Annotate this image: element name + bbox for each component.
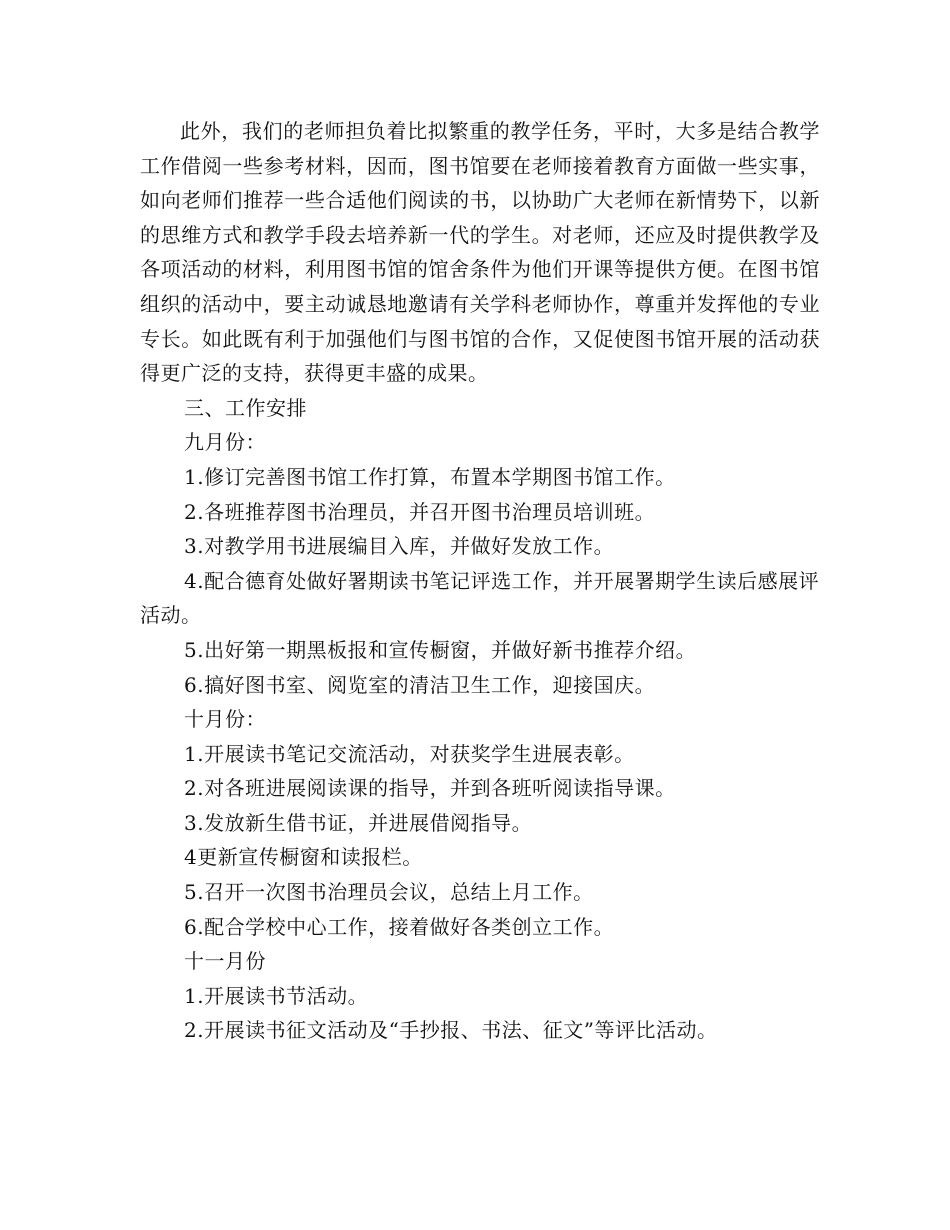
september-item-6: 6.搞好图书室、阅览室的清洁卫生工作，迎接国庆。 <box>184 672 656 697</box>
november-heading: 十一月份 <box>184 949 266 974</box>
october-item-2: 2.对各班进展阅读课的指导，并到各班听阅读指导课。 <box>184 776 676 801</box>
september-item-4: 4.配合德育处做好署期读书笔记评选工作，并开展署期学生读后感展评活动。 <box>140 568 820 628</box>
document-page <box>140 114 820 1048</box>
october-item-6: 6.配合学校中心工作，接着做好各类创立工作。 <box>184 914 615 939</box>
october-item-5: 5.召开一次图书治理员会议，总结上月工作。 <box>184 880 594 905</box>
september-item-1: 1.修订完善图书馆工作打算，布置本学期图书馆工作。 <box>184 464 676 489</box>
september-item-3: 3.对教学用书进展编目入库，并做好发放工作。 <box>184 534 615 559</box>
november-item-1: 1.开展读书节活动。 <box>184 983 369 1008</box>
september-item-2: 2.各班推荐图书治理员，并召开图书治理员培训班。 <box>184 499 656 524</box>
october-item-4: 4更新宣传橱窗和读报栏。 <box>184 845 423 870</box>
october-item-1: 1.开展读书笔记交流活动，对获奖学生进展表彰。 <box>184 741 635 766</box>
november-item-2: 2.开展读书征文活动及“手抄报、书法、征文”等评比活动。 <box>184 1018 718 1043</box>
october-item-3: 3.发放新生借书证，并进展借阅指导。 <box>184 810 533 835</box>
september-heading: 九月份： <box>184 430 266 455</box>
october-heading: 十月份： <box>184 707 266 732</box>
section-heading: 三、工作安排 <box>184 395 307 420</box>
september-item-5: 5.出好第一期黑板报和宣传橱窗，并做好新书推荐介绍。 <box>184 637 697 662</box>
intro-paragraph: 此外，我们的老师担负着比拟繁重的教学任务，平时，大多是结合教学工作借阅一些参考材料，因而，图书馆要在老师接着教育方面做一些实事，如向老师们推荐一些合适他们阅读的书，以协助广大老师在新情势下，以新的思维方式和教学手段去培养新一代的学生。对老师，还应及时提供教学及各项活动的材料，利用图书馆的馆舍条件为他们开课等提供方便。在图书馆组织的活动中，要主动诚恳地邀请有关学科老师协作，尊重并发挥他的专业专长。如此既有利于加强他们与图书馆的合作，又促使图书馆开展的活动获得更广泛的支持，获得更丰盛的成果。 <box>140 119 820 386</box>
